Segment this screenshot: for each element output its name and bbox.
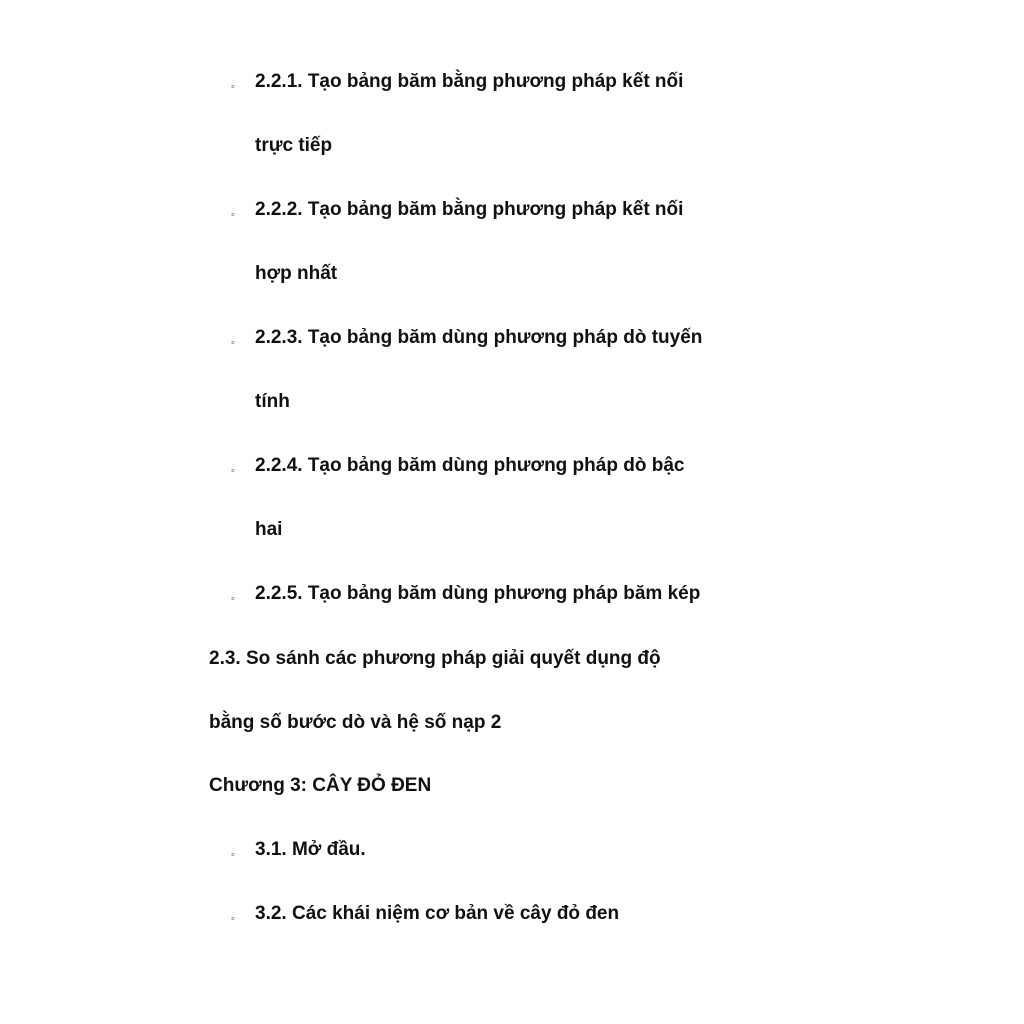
bullet-marker: ◦	[231, 849, 235, 861]
toc-section-2-3: 2.3. So sánh các phương pháp giải quyết dụng độ	[209, 648, 661, 669]
toc-item-2-2-2-continued: hợp nhất	[255, 263, 338, 284]
bullet-marker: ◦	[231, 337, 235, 349]
bullet-marker: ◦	[231, 465, 235, 477]
toc-item-3-2: 3.2. Các khái niệm cơ bản về cây đỏ đen	[255, 903, 620, 924]
toc-item-2-2-5: 2.2.5. Tạo bảng băm dùng phương pháp băm kép	[255, 583, 701, 604]
toc-item-3-1: 3.1. Mở đầu.	[255, 839, 366, 860]
toc-chapter-3-heading: Chương 3: CÂY ĐỎ ĐEN	[209, 775, 432, 796]
toc-item-2-2-3-continued: tính	[255, 391, 290, 412]
toc-item-2-2-1: 2.2.1. Tạo bảng băm bằng phương pháp kết nối	[255, 71, 684, 92]
toc-item-2-2-4: 2.2.4. Tạo bảng băm dùng phương pháp dò bậc	[255, 455, 685, 476]
bullet-marker: ◦	[231, 81, 235, 93]
bullet-marker: ◦	[231, 209, 235, 221]
toc-item-2-2-2: 2.2.2. Tạo bảng băm bằng phương pháp kết nối	[255, 199, 684, 220]
bullet-marker: ◦	[231, 913, 235, 925]
toc-item-2-2-1-continued: trực tiếp	[255, 135, 333, 156]
toc-item-2-2-4-continued: hai	[255, 519, 283, 540]
toc-item-2-2-3: 2.2.3. Tạo bảng băm dùng phương pháp dò tuyến	[255, 327, 703, 348]
toc-section-2-3-continued: bằng số bước dò và hệ số nạp 2	[209, 712, 502, 733]
bullet-marker: ◦	[231, 593, 235, 605]
